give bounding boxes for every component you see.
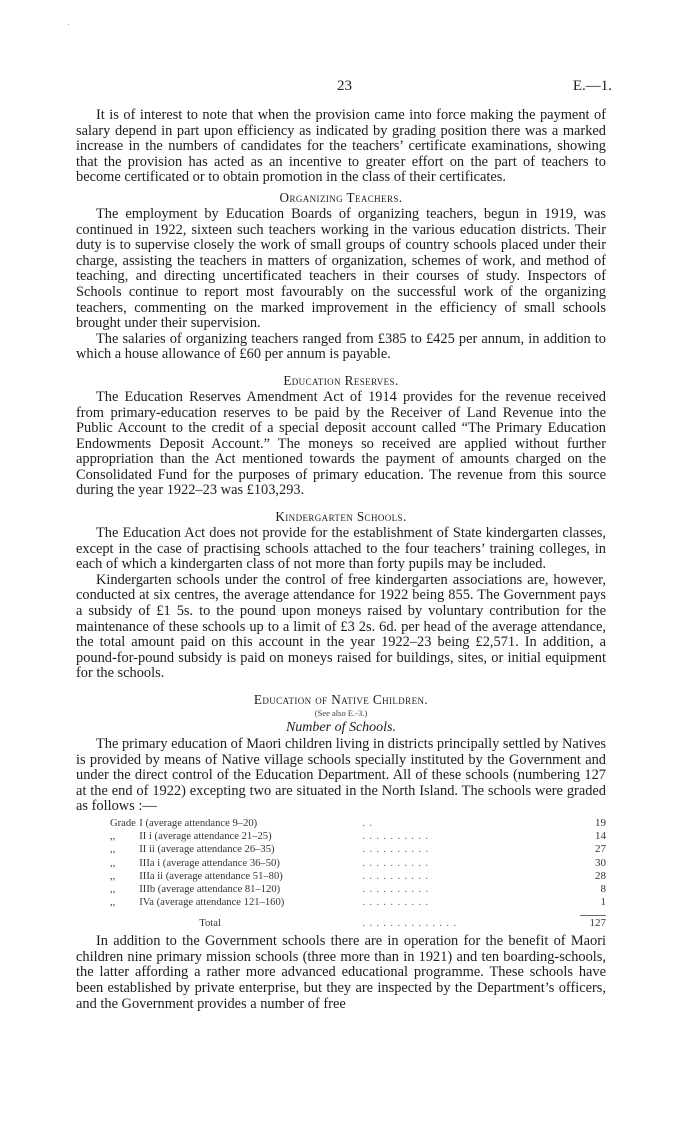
grade-row [110, 857, 606, 870]
grade-count: 14 [595, 830, 606, 843]
grade-count: 8 [600, 883, 606, 895]
grade-prefix: Grade [110, 818, 136, 830]
grade-count: 27 [595, 843, 606, 856]
mission-schools-paragraph: In addition to the Government schools there are in operation for the benefit of Maori children nine primary mission schools (three more than in 1921) and ten boarding-schools, the latter affording a rather more advanced educational programme. These schools have been established by private enterprise, but they are inspected by the Department’s officers, and the Government provides a number of free [76, 933, 606, 1012]
grade-label: I (average attendance 9–20) [139, 818, 258, 830]
grade-prefix: ,, [110, 897, 116, 909]
dot-leader: . . [362, 818, 373, 830]
page-number: 23 [337, 78, 352, 94]
intro-paragraph: It is of interest to note that when the provision came into force making the payment of salary depend in part upon efficiency as indicated by grading position there was a marked increase in the numbers of candidates for the teachers’ certificate examinations, showing that the provision has acted as an incentive to greater effort on the part of teachers to become certificated or to obtain promotion in the class of their certificates. [76, 107, 606, 186]
section-heading-organizing-teachers: Organizing Teachers. [279, 189, 403, 205]
grade-prefix: ,, [110, 857, 116, 869]
grade-label: IIIb (average attendance 81–120) [139, 884, 281, 895]
grade-label: IVa (average attendance 121–160) [139, 897, 285, 909]
dot-leader: . . . . . . . . . . [362, 884, 429, 895]
kindergarten-paragraph-1: The Education Act does not provide for the establishment of State kindergarten classes, except in the case of practising schools attached to the four teachers’ training colleges, in each of which a kindergarten class of not more than forty pupils may be included. [76, 525, 606, 573]
document-reference: E.—1. [572, 78, 612, 94]
organizing-teachers-paragraph-2: The salaries of organizing teachers ranged from £385 to £425 per annum, in addition to which a house allowance of £60 per annum is payable. [76, 330, 606, 363]
page-header [74, 78, 612, 98]
grade-row [110, 830, 606, 843]
dot-leader: . . . . . . . . . . . . . . [362, 917, 457, 929]
dot-leader: . . . . . . . . . . [362, 844, 429, 856]
kindergarten-paragraph-2: Kindergarten schools under the control of free kindergarten associations are, however, conducted at six centres, the average attendance for 1922 being 855. The Government pays a subsidy of £1 5s. to the pound upon moneys raised by voluntary contribution for the maintenance of these schools up to a limit of £3 2s. 6d. per head of the average attendance, the total amount paid on this account in the year 1922–23 being £2,571. In addition, a pound-for-pound subsidy is paid on moneys raised for buildings, sites, or initial equipment for the schools. [76, 571, 606, 682]
dot-leader: . . . . . . . . . . [362, 831, 429, 843]
dot-leader: . . . . . . . . . . [362, 870, 429, 882]
grade-prefix: ,, [110, 884, 116, 895]
see-also-note: (See also E.-3.) [314, 708, 368, 718]
total-row [110, 916, 606, 931]
education-reserves-paragraph: The Education Reserves Amendment Act of 1914 provides for the revenue received from primary-education reserves to be paid by the Receiver of Land Revenue into the Public Account to the credit of a special deposit account called “The Primary Education Endowments Deposit Account.” The moneys so received are applied without further appropriation than the Act mentioned towards the payment of amounts charged on the Consolidated Fund for the purposes of primary education. The revenue from this source during the year 1922–23 was £103,293. [76, 388, 606, 499]
scan-speck [68, 24, 69, 25]
grade-count: 1 [600, 896, 606, 909]
total-count: 127 [589, 916, 606, 929]
grades-table [110, 817, 606, 930]
grade-label: II ii (average attendance 26–35) [139, 844, 275, 856]
grade-count: 28 [595, 869, 606, 882]
grade-prefix: ,, [110, 831, 116, 843]
dot-leader: . . . . . . . . . . [362, 897, 429, 909]
section-heading-kindergarten-schools: Kindergarten Schools. [275, 509, 407, 525]
grade-row [110, 817, 606, 830]
grade-row [110, 870, 606, 883]
grade-label: IIIa i (average attendance 36–50) [139, 857, 280, 869]
grade-row [110, 843, 606, 856]
section-heading-native-children: Education of Native Children. [253, 692, 429, 707]
grade-count: 19 [595, 817, 606, 830]
grade-label: IIIa ii (average attendance 51–80) [139, 870, 283, 882]
grade-label: II i (average attendance 21–25) [139, 831, 272, 843]
page-body [76, 108, 606, 1012]
grade-row [110, 896, 606, 909]
native-children-paragraph: The primary education of Maori children living in districts principally settled by Natives is provided by means of Native village schools specially instituted by the Government and under the direct control of the Education Department. All of these schools (numbering 127 at the end of 1922) excepting two are situated in the North Island. The schools were graded as follows :— [76, 736, 606, 815]
grade-prefix: ,, [110, 844, 116, 856]
grade-count: 30 [595, 856, 606, 869]
grade-prefix: ,, [110, 870, 116, 882]
section-heading-education-reserves: Education Reserves. [283, 372, 399, 388]
dot-leader: . . . . . . . . . . [362, 857, 429, 869]
total-label: Total [199, 917, 221, 929]
grade-row [110, 883, 606, 896]
organizing-teachers-paragraph-1: The employment by Education Boards of organizing teachers, begun in 1919, was continued in 1922, sixteen such teachers working in the various education districts. Their duty is to supervise closely the work of small groups of country schools placed under their charge, assisting the teachers in matters of organization, schemes of work, and method of teaching, and directing uncertificated teachers in their courses of study. Inspectors of Schools continue to report most favourably on the successful work of the organizing teachers, commenting on the marked improvement in the efficiency of small schools brought under their supervision. [76, 205, 606, 332]
subheading-number-of-schools: Number of Schools. [285, 720, 397, 735]
